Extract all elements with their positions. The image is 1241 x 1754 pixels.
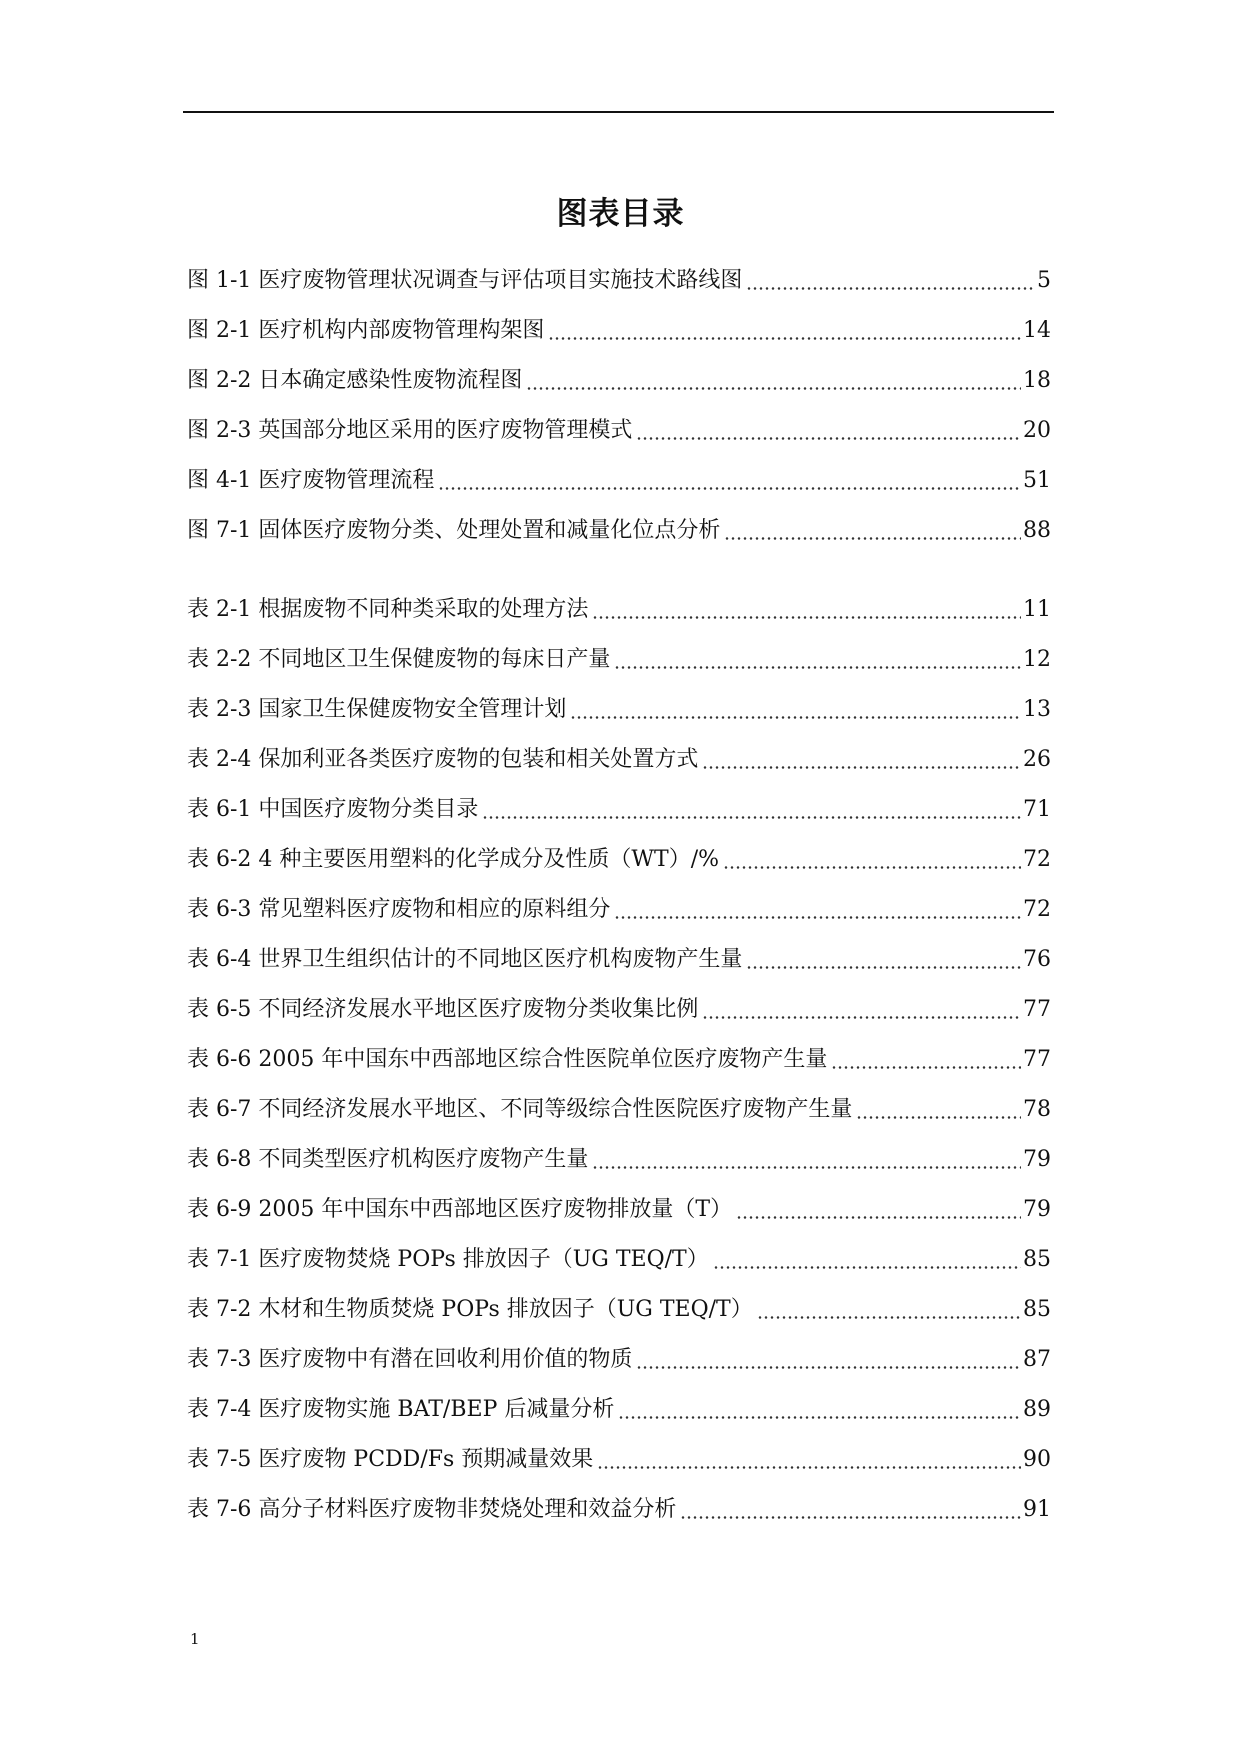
dot-leader bbox=[702, 749, 1021, 771]
dot-leader bbox=[736, 1199, 1021, 1221]
toc-table-entry[interactable] bbox=[187, 1085, 1051, 1135]
dot-leader bbox=[570, 699, 1021, 721]
toc-entry-title: 表 6-7 不同经济发展水平地区、不同等级综合性医院医疗废物产生量 bbox=[187, 1097, 853, 1122]
toc-entry-page: 18 bbox=[1023, 368, 1051, 393]
toc-entry-page: 79 bbox=[1023, 1197, 1051, 1222]
dot-leader bbox=[723, 849, 1021, 871]
dot-leader bbox=[724, 520, 1021, 542]
toc-table-entry[interactable] bbox=[187, 1435, 1051, 1485]
toc-figure-entry[interactable] bbox=[187, 306, 1051, 356]
toc-entry-title: 图 7-1 固体医疗废物分类、处理处置和减量化位点分析 bbox=[187, 518, 721, 543]
toc-entry-title: 表 7-1 医疗废物焚烧 POPs 排放因子（UG TEQ/T） bbox=[187, 1247, 709, 1272]
dot-leader bbox=[831, 1049, 1021, 1071]
toc-entry-title: 表 6-5 不同经济发展水平地区医疗废物分类收集比例 bbox=[187, 997, 699, 1022]
toc-entry-title: 图 2-1 医疗机构内部废物管理构架图 bbox=[187, 318, 545, 343]
toc-figure-entry[interactable] bbox=[187, 506, 1051, 556]
dot-leader bbox=[482, 799, 1021, 821]
dot-leader bbox=[597, 1449, 1021, 1471]
page-number: 1 bbox=[190, 1630, 200, 1648]
header-rule bbox=[183, 111, 1054, 113]
toc-entry-page: 85 bbox=[1023, 1247, 1051, 1272]
table-list bbox=[187, 585, 1051, 1535]
dot-leader bbox=[757, 1299, 1021, 1321]
dot-leader bbox=[746, 949, 1021, 971]
toc-entry-page: 88 bbox=[1023, 518, 1051, 543]
toc-entry-page: 5 bbox=[1037, 268, 1051, 293]
toc-table-entry[interactable] bbox=[187, 1235, 1051, 1285]
toc-entry-title: 图 2-3 英国部分地区采用的医疗废物管理模式 bbox=[187, 418, 633, 443]
toc-entry-title: 表 7-2 木材和生物质焚烧 POPs 排放因子（UG TEQ/T） bbox=[187, 1297, 753, 1322]
dot-leader bbox=[636, 1349, 1021, 1371]
toc-table-entry[interactable] bbox=[187, 1185, 1051, 1235]
toc-entry-title: 表 6-1 中国医疗废物分类目录 bbox=[187, 797, 479, 822]
toc-figure-entry[interactable] bbox=[187, 256, 1051, 306]
toc-entry-page: 77 bbox=[1023, 997, 1051, 1022]
dot-leader bbox=[856, 1099, 1021, 1121]
toc-entry-title: 表 2-4 保加利亚各类医疗废物的包装和相关处置方式 bbox=[187, 747, 699, 772]
toc-entry-page: 91 bbox=[1023, 1497, 1051, 1522]
toc-entry-page: 51 bbox=[1023, 468, 1051, 493]
toc-entry-page: 77 bbox=[1023, 1047, 1051, 1072]
dot-leader bbox=[618, 1399, 1021, 1421]
toc-entry-page: 85 bbox=[1023, 1297, 1051, 1322]
toc-table-entry[interactable] bbox=[187, 935, 1051, 985]
toc-entry-title: 图 1-1 医疗废物管理状况调查与评估项目实施技术路线图 bbox=[187, 268, 743, 293]
toc-entry-page: 13 bbox=[1023, 697, 1051, 722]
toc-table-entry[interactable] bbox=[187, 635, 1051, 685]
toc-figure-entry[interactable] bbox=[187, 456, 1051, 506]
toc-entry-title: 表 2-2 不同地区卫生保健废物的每床日产量 bbox=[187, 647, 611, 672]
toc-entry-page: 71 bbox=[1023, 797, 1051, 822]
toc-entry-title: 表 6-6 2005 年中国东中西部地区综合性医院单位医疗废物产生量 bbox=[187, 1047, 828, 1072]
toc-entry-page: 79 bbox=[1023, 1147, 1051, 1172]
dot-leader bbox=[614, 899, 1021, 921]
toc-table-entry[interactable] bbox=[187, 835, 1051, 885]
toc-entry-page: 20 bbox=[1023, 418, 1051, 443]
toc-entry-title: 表 7-3 医疗废物中有潜在回收利用价值的物质 bbox=[187, 1347, 633, 1372]
toc-figure-entry[interactable] bbox=[187, 356, 1051, 406]
toc-entry-title: 表 7-5 医疗废物 PCDD/Fs 预期减量效果 bbox=[187, 1447, 594, 1472]
toc-entry-title: 表 7-4 医疗废物实施 BAT/BEP 后减量分析 bbox=[187, 1397, 615, 1422]
toc-entry-page: 14 bbox=[1023, 318, 1051, 343]
toc-entry-title: 图 2-2 日本确定感染性废物流程图 bbox=[187, 368, 523, 393]
toc-table-entry[interactable] bbox=[187, 1335, 1051, 1385]
toc-entry-title: 图 4-1 医疗废物管理流程 bbox=[187, 468, 435, 493]
dot-leader bbox=[746, 270, 1035, 292]
toc-entry-page: 11 bbox=[1023, 597, 1051, 622]
toc-table-entry[interactable] bbox=[187, 1385, 1051, 1435]
dot-leader bbox=[592, 1149, 1021, 1171]
page-title: 图表目录 bbox=[556, 196, 685, 232]
toc-entry-page: 76 bbox=[1023, 947, 1051, 972]
toc-entry-title: 表 7-6 高分子材料医疗废物非焚烧处理和效益分析 bbox=[187, 1497, 677, 1522]
toc-entry-title: 表 6-8 不同类型医疗机构医疗废物产生量 bbox=[187, 1147, 589, 1172]
toc-table-entry[interactable] bbox=[187, 1035, 1051, 1085]
toc-table-entry[interactable] bbox=[187, 885, 1051, 935]
dot-leader bbox=[438, 470, 1021, 492]
dot-leader bbox=[592, 599, 1021, 621]
toc-entry-title: 表 2-1 根据废物不同种类采取的处理方法 bbox=[187, 597, 589, 622]
toc-entry-title: 表 6-9 2005 年中国东中西部地区医疗废物排放量（T） bbox=[187, 1197, 733, 1222]
dot-leader bbox=[702, 999, 1021, 1021]
toc-entry-page: 72 bbox=[1023, 897, 1051, 922]
toc-table-entry[interactable] bbox=[187, 785, 1051, 835]
toc-table-entry[interactable] bbox=[187, 985, 1051, 1035]
toc-entry-page: 90 bbox=[1023, 1447, 1051, 1472]
dot-leader bbox=[636, 420, 1021, 442]
toc-figure-entry[interactable] bbox=[187, 406, 1051, 456]
toc-entry-title: 表 6-3 常见塑料医疗废物和相应的原料组分 bbox=[187, 897, 611, 922]
toc-entry-title: 表 6-4 世界卫生组织估计的不同地区医疗机构废物产生量 bbox=[187, 947, 743, 972]
toc-table-entry[interactable] bbox=[187, 1485, 1051, 1535]
toc-table-entry[interactable] bbox=[187, 685, 1051, 735]
toc-entry-page: 78 bbox=[1023, 1097, 1051, 1122]
dot-leader bbox=[680, 1499, 1021, 1521]
toc-entry-title: 表 2-3 国家卫生保健废物安全管理计划 bbox=[187, 697, 567, 722]
dot-leader bbox=[713, 1249, 1021, 1271]
toc-entry-title: 表 6-2 4 种主要医用塑料的化学成分及性质（WT）/% bbox=[187, 847, 720, 872]
figure-list bbox=[187, 256, 1051, 556]
toc-entry-page: 72 bbox=[1023, 847, 1051, 872]
toc-entry-page: 89 bbox=[1023, 1397, 1051, 1422]
dot-leader bbox=[548, 320, 1021, 342]
dot-leader bbox=[614, 649, 1021, 671]
toc-table-entry[interactable] bbox=[187, 1285, 1051, 1335]
dot-leader bbox=[526, 370, 1021, 392]
toc-entry-page: 87 bbox=[1023, 1347, 1051, 1372]
toc-entry-page: 12 bbox=[1023, 647, 1051, 672]
toc-table-entry[interactable] bbox=[187, 735, 1051, 785]
toc-table-entry[interactable] bbox=[187, 1135, 1051, 1185]
toc-entry-page: 26 bbox=[1023, 747, 1051, 772]
toc-table-entry[interactable] bbox=[187, 585, 1051, 635]
